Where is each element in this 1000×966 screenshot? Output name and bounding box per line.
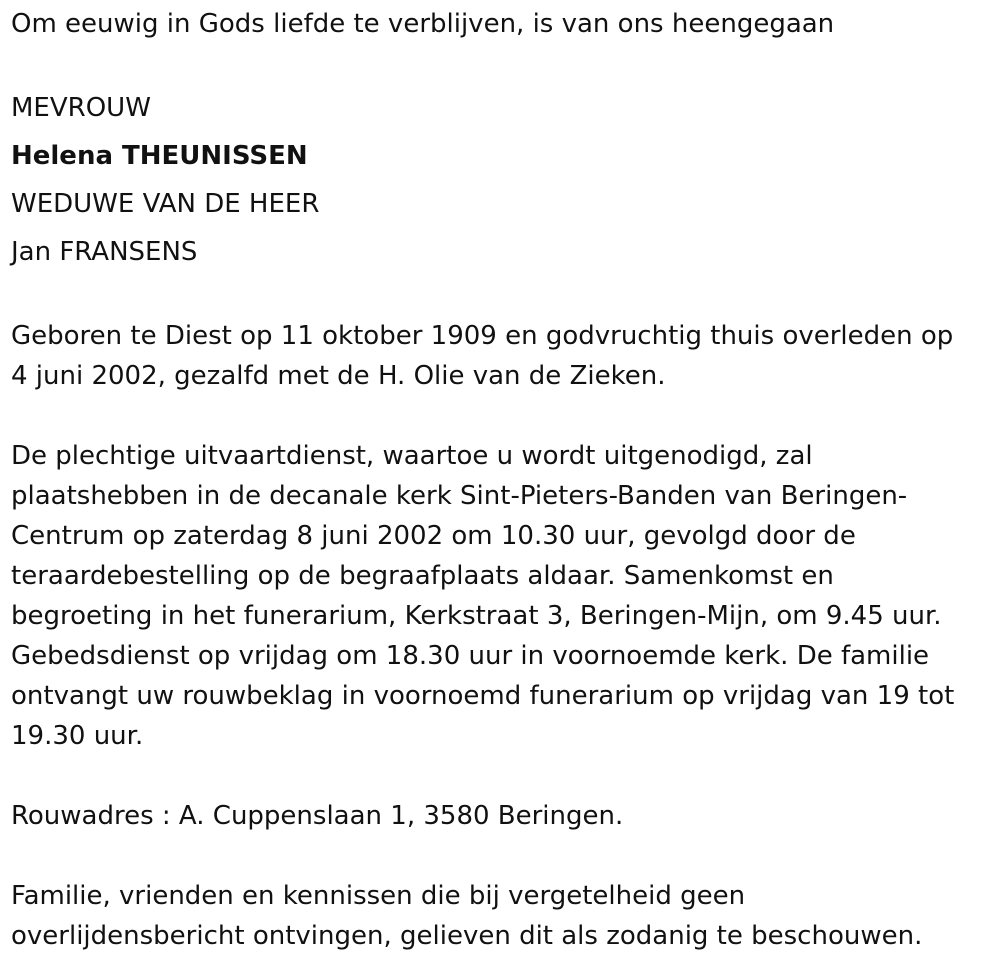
closing-paragraph <box>11 876 991 956</box>
paragraph-line: ontvangt uw rouwbeklag in voornoemd funerarium op vrijdag van 19 tot <box>11 681 955 711</box>
paragraph-line: 19.30 uur. <box>11 721 144 751</box>
paragraph-line: Gebedsdienst op vrijdag om 18.30 uur in voornoemde kerk. De familie <box>11 641 930 671</box>
spacer <box>11 836 991 876</box>
funeral-service-paragraph <box>11 436 991 756</box>
title-prefix: MEVROUW <box>11 93 151 123</box>
paragraph-line: plaatshebben in de decanale kerk Sint-Pieters-Banden van Beringen- <box>11 481 908 511</box>
paragraph-line: overlijdensbericht ontvingen, gelieven dit als zodanig te beschouwen. <box>11 921 923 951</box>
paragraph-line: Geboren te Diest op 11 oktober 1909 en godvruchtig thuis overleden op <box>11 321 954 351</box>
spacer <box>11 756 991 796</box>
birth-death-paragraph <box>11 316 991 396</box>
deceased-name: Helena THEUNISSEN <box>11 141 308 171</box>
relation-line: WEDUWE VAN DE HEER <box>11 189 320 219</box>
spacer <box>11 396 991 436</box>
intro-line: Om eeuwig in Gods liefde te verblijven, is van ons heengegaan <box>11 9 835 39</box>
spouse-name: Jan FRANSENS <box>11 237 198 267</box>
paragraph-line: teraardebestelling op de begraafplaats aldaar. Samenkomst en <box>11 561 834 591</box>
mourning-address: Rouwadres : A. Cuppenslaan 1, 3580 Beringen. <box>11 801 624 831</box>
death-notice <box>11 4 991 956</box>
paragraph-line: Centrum op zaterdag 8 juni 2002 om 10.30 uur, gevolgd door de <box>11 521 856 551</box>
paragraph-line: Familie, vrienden en kennissen die bij vergetelheid geen <box>11 881 746 911</box>
spacer <box>11 276 991 316</box>
paragraph-line: begroeting in het funerarium, Kerkstraat 3, Beringen-Mijn, om 9.45 uur. <box>11 601 942 631</box>
paragraph-line: De plechtige uitvaartdienst, waartoe u wordt uitgenodigd, zal <box>11 441 813 471</box>
paragraph-line: 4 juni 2002, gezalfd met de H. Olie van de Zieken. <box>11 361 666 391</box>
spacer <box>11 44 991 84</box>
